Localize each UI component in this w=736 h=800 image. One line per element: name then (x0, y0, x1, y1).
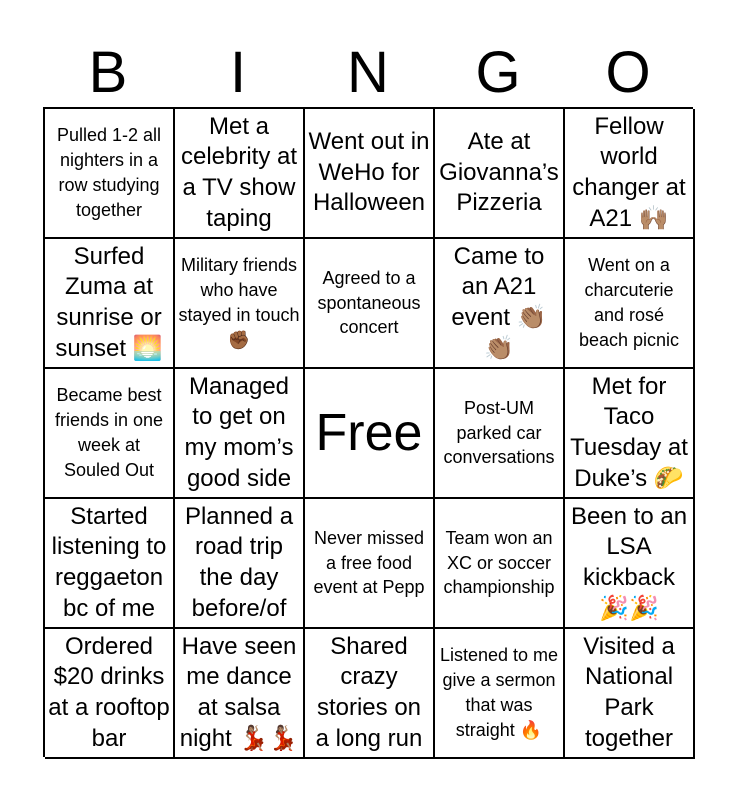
bingo-cell-r1-c3[interactable]: Went out in WeHo for Halloween (305, 109, 435, 239)
bingo-cell-r5-c1[interactable]: Ordered $20 drinks at a rooftop bar (45, 629, 175, 759)
bingo-cell-r4-c2[interactable]: Planned a road trip the day before/of (175, 499, 305, 629)
bingo-cell-r4-c1[interactable]: Started listening to reggaeton bc of me (45, 499, 175, 629)
bingo-grid (43, 107, 693, 757)
header-letter-i: I (229, 40, 247, 105)
bingo-cell-r5-c2[interactable]: Have seen me dance at salsa night 💃🏽💃🏽 (175, 629, 305, 759)
bingo-cell-r2-c3[interactable]: Agreed to a spontaneous concert (305, 239, 435, 369)
bingo-cell-r3-c2[interactable]: Managed to get on my mom’s good side (175, 369, 305, 499)
bingo-cell-r2-c5[interactable]: Went on a charcuterie and rosé beach picnic (565, 239, 695, 369)
bingo-cell-r2-c2[interactable]: Military friends who have stayed in touch ✊🏾 (175, 239, 305, 369)
bingo-cell-r4-c4[interactable]: Team won an XC or soccer championship (435, 499, 565, 629)
bingo-cell-r1-c1[interactable]: Pulled 1-2 all nighters in a row studying together (45, 109, 175, 239)
bingo-cell-r1-c5[interactable]: Fellow world changer at A21 🙌🏽 (565, 109, 695, 239)
bingo-cell-r3-c4[interactable]: Post-UM parked car conversations (435, 369, 565, 499)
bingo-cell-r3-c5[interactable]: Met for Taco Tuesday at Duke’s 🌮 (565, 369, 695, 499)
header-letter-b: B (88, 40, 128, 105)
bingo-cell-r3-c1[interactable]: Became best friends in one week at Souled Out (45, 369, 175, 499)
bingo-cell-r2-c4[interactable]: Came to an A21 event 👏🏽👏🏽 (435, 239, 565, 369)
header-letter-o: O (605, 40, 651, 105)
bingo-cell-r1-c2[interactable]: Met a celebrity at a TV show taping (175, 109, 305, 239)
bingo-cell-r5-c5[interactable]: Visited a National Park together (565, 629, 695, 759)
header-letter-g: G (475, 40, 521, 105)
bingo-cell-r2-c1[interactable]: Surfed Zuma at sunrise or sunset 🌅 (45, 239, 175, 369)
bingo-cell-r4-c3[interactable]: Never missed a free food event at Pepp (305, 499, 435, 629)
bingo-cell-free[interactable]: Free (305, 369, 435, 499)
bingo-header (43, 38, 693, 108)
bingo-cell-r4-c5[interactable]: Been to an LSA kickback 🎉🎉 (565, 499, 695, 629)
bingo-cell-r5-c3[interactable]: Shared crazy stories on a long run (305, 629, 435, 759)
bingo-cell-r5-c4[interactable]: Listened to me give a sermon that was straight 🔥 (435, 629, 565, 759)
header-letter-n: N (347, 40, 389, 105)
bingo-cell-r1-c4[interactable]: Ate at Giovanna’s Pizzeria (435, 109, 565, 239)
